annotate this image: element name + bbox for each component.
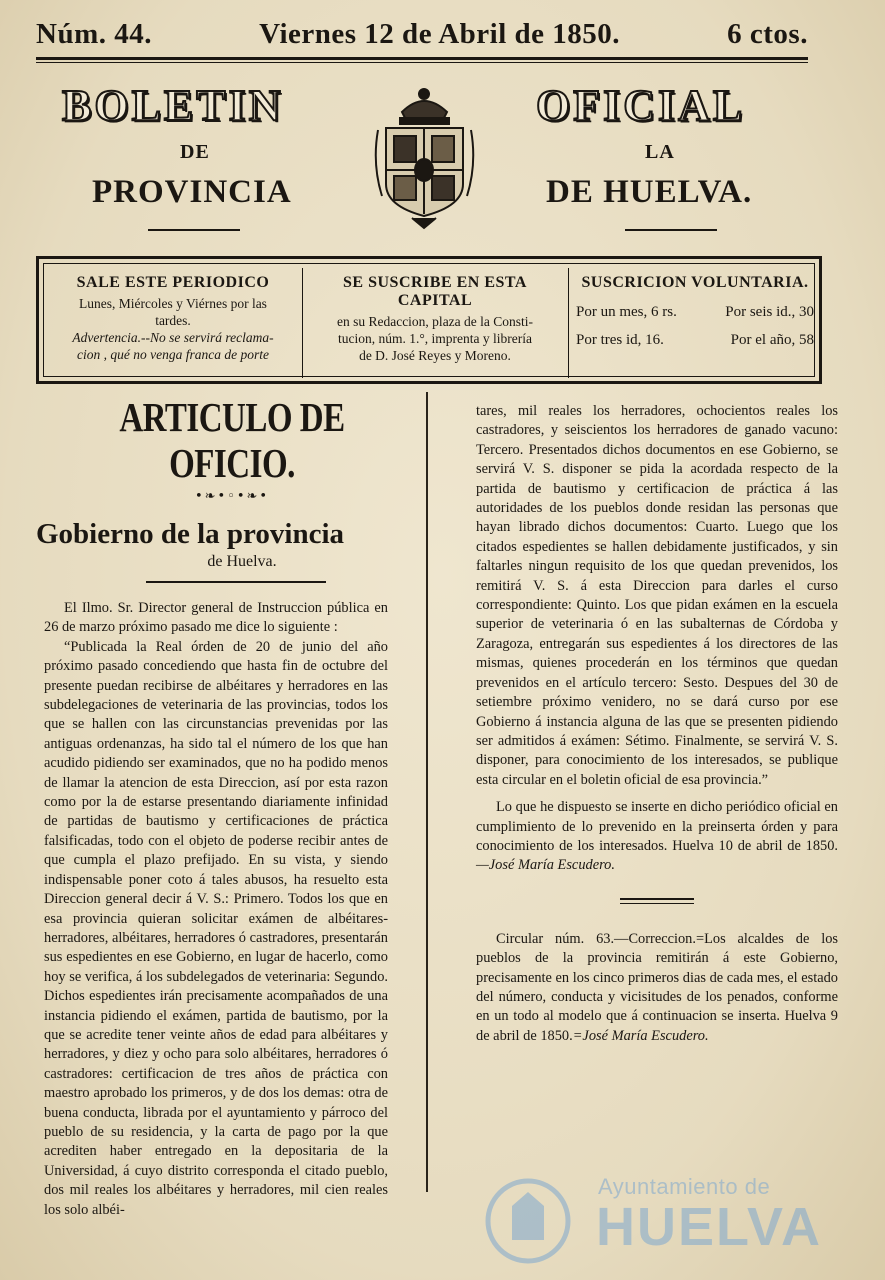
- periodicity-title: SALE ESTE PERIODICO: [76, 274, 270, 291]
- box-col-periodicity: [48, 274, 298, 363]
- article-subtitle: de Huelva.: [207, 553, 277, 570]
- coat-of-arms-icon: [372, 84, 477, 230]
- subscribe-line: en su Redaccion, plaza de la Consti-: [336, 314, 534, 329]
- city-seal-icon: [478, 1176, 578, 1266]
- box-separator: [568, 268, 569, 378]
- prices-title: SUSCRICION VOLUNTARIA.: [581, 274, 809, 291]
- box-col-subscribe: [306, 274, 564, 364]
- subscribe-line: de D. José Reyes y Moreno.: [359, 348, 511, 363]
- price-item: Por el año, 58: [730, 332, 814, 348]
- issue-date: Viernes 12 de Abril de 1850.: [259, 17, 621, 50]
- price-item: Por seis id., 30: [725, 304, 814, 320]
- masthead-word-left: BOLETIN: [62, 81, 284, 130]
- masthead-underline-right: [625, 229, 717, 231]
- left-column: [36, 395, 388, 1220]
- issue-number: Núm. 44.: [36, 17, 152, 50]
- masthead-la: LA: [645, 141, 675, 163]
- subscribe-line: tucion, núm. 1.°, imprenta y librería: [338, 331, 532, 346]
- watermark-top-text: Ayuntamiento de: [598, 1174, 771, 1199]
- periodicity-line: tardes.: [155, 313, 191, 328]
- top-rule-thin: [36, 62, 808, 63]
- article-paragraph: [476, 798, 838, 876]
- right-column: [476, 402, 838, 1046]
- watermark: [478, 1170, 822, 1270]
- section-divider: [620, 898, 694, 900]
- paragraph-text: Circular núm. 63.—Correccion.=Los alcaldes de los pueblos de la provincia remitirán á este Gobierno, precisamente en los cinco primeros dias de cada mes, el estado del número, conducta y vicisitudes de los penados, conforme en un todo al modelo que á continuacion se inserta. Huelva 9 de abril de 1850.: [476, 930, 838, 1044]
- warning-line: Advertencia.--No se servirá reclama-: [72, 330, 274, 345]
- masthead-underline-left: [148, 229, 240, 231]
- masthead-word-right: OFICIAL: [536, 81, 746, 130]
- article-paragraph: El Ilmo. Sr. Director general de Instruccion pública en 26 de marzo próximo pasado me dice lo siguiente :: [44, 600, 388, 636]
- periodicity-line: Lunes, Miércoles y Viérnes por las: [79, 296, 267, 311]
- price-item: Por tres id, 16.: [576, 332, 664, 348]
- subscription-box-inner: [43, 263, 815, 377]
- section-title: ARTICULO DE OFICIO.: [119, 395, 345, 487]
- masthead-de-huelva: DE HUELVA.: [546, 174, 753, 210]
- article-title: Gobierno de la provincia: [36, 518, 345, 550]
- article-paragraph: “Publicada la Real órden de 20 de junio del año próximo pasado concediendo que hasta fin de octubre del presente puedan recibirse de albéitares y herradores en las subdelegaciones de veterinaria de las provincias, todos los que se hallen con las circunstancias prevenidas por las antiguas ordenanzas, ha sido tal el número de los que han acudido pidiendo ser examinados, que no ha podido menos de llamar la atencion de esta Direccion, así por esta razon como por la de estarse presentando diariamente infinidad de partidas de bautismo y certificaciones de práctica falsificadas, todo con el objeto de poderse recibir antes de que cumpla el plazo prefijado. En su vista, y siendo indispensable poner coto á tales abusos, ha resuelto esta Direccion general decir á V. S.: Primero. Todos los que en esa provincia quieran solicitar exámen de albéitares-herradores, albéitares, herradores ó castradores, presentarán sus espedientes en ese Gobierno, en lugar de hacerlo, como hoy se verifica, á los subdelegados de veterinaria: Segundo. Dichos espedientes irán precisamente acompañados de una instancia pidiendo el exámen, partida de bautismo, por la que se acredite tener veinte años de edad para albéitares y herradores, y diez y ocho para solo albéitares, herradores ó castradores: certificacion de tres años de práctica con maestro aprobado los primeros, y de dos los demas: otra de buena conducta, librada por el ayuntamiento y párroco del pueblo de su residencia, y la carta de pago por la que acrediten haber entregado en la depositaria de la Universidad, á cuyo distrito corresponda el citado pueblo, dos mil reales los albéitares y herradores, mil cien reales los solo albéi-: [44, 638, 388, 1218]
- issue-price: 6 ctos.: [727, 17, 808, 50]
- subscribe-title: SE SUSCRIBE EN ESTA CAPITAL: [343, 274, 527, 309]
- subscription-box: [36, 256, 822, 384]
- circular-paragraph: [476, 930, 838, 1046]
- masthead-provincia: PROVINCIA: [92, 174, 292, 210]
- signature: —José María Escudero.: [476, 857, 615, 874]
- issue-line: [36, 14, 808, 54]
- price-item: Por un mes, 6 rs.: [576, 304, 677, 320]
- signature: =José María Escudero.: [572, 1027, 709, 1044]
- price-row: [572, 298, 818, 326]
- box-col-prices: [572, 274, 818, 354]
- box-separator: [302, 268, 303, 378]
- warning-line: cion , qué no venga franca de porte: [77, 347, 269, 362]
- article-paragraph: tares, mil reales los herradores, ochocientos reales los castradores, y seiscientos los herradores de ganado vacuno: Tercero. Presentados dichos documentos en ese Gobierno, se servirá V. S. disponer se pida la acordada respecto de la partida de bautismo y certificacion de práctica á las autoridades de los pueblos donde residan las personas que hayan librado dichos documentos: Cuarto. Luego que los citados espedientes se hallen debidamente justificados, y sin faltarles ningun requisito de los que quedan prevenidos, los remitirá V. S. á esta Direccion para darles el curso correspondiente: Quinto. Los que pidan exámen en la escuela superior de veterinaria ó en las subalternas de Córdoba y Zaragoza, entregarán sus espedientes á los directores de las mismas, quienes procederán en los términos que quedan prevenidos en el artículo tercero: Sesto. Despues del 30 de setiembre próximo venidero, no se dará curso por ese Gobierno á instancia alguna de las que se presenten pidiendo ser admitidos á exámen: Sétimo. Finalmente, se servirá V. S. disponer, para conocimiento de los interesados, se publique esta circular en el boletin oficial de esa provincia.”: [476, 403, 838, 788]
- masthead-de: DE: [180, 141, 210, 163]
- column-divider: [426, 392, 428, 1192]
- price-row: [572, 326, 818, 354]
- watermark-big-text: HUELVA: [596, 1197, 822, 1257]
- ornament: •❧•◦•❧•: [194, 489, 270, 504]
- top-rule-thick: [36, 57, 808, 60]
- paragraph-text: Lo que he dispuesto se inserte en dicho periódico oficial en cumplimiento de lo prevenido en la preinserta órden y para conocimiento de los interesados. Huelva 10 de abril de 1850.: [476, 799, 838, 854]
